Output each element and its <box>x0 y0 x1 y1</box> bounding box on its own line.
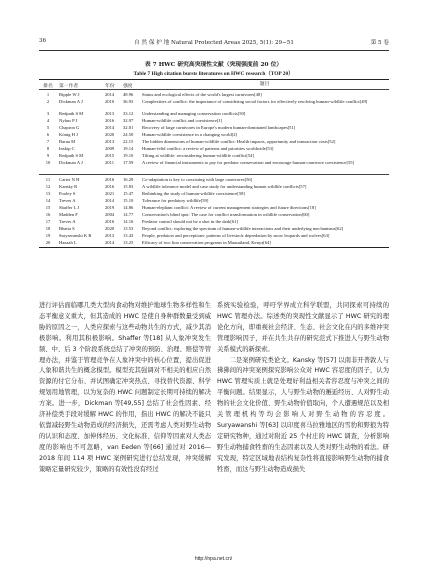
table-cell-year: 2013 <box>105 138 115 144</box>
table-cell-author: Ripple W J <box>59 91 80 97</box>
table-cell-title: Tilting at wildlife: reconsidering human-wildlife conflict[54] <box>142 152 254 158</box>
table-cell-rank: 10 <box>45 159 51 165</box>
table-cell-year: 2019 <box>105 205 115 210</box>
table-cell-rank: 8 <box>46 145 50 151</box>
column-header-strength: 强度 <box>123 83 133 89</box>
table-cell-rank: 1 <box>46 91 50 97</box>
table-cell-title: Rethinking the study of human-wildlife coexistence[58] <box>142 191 245 196</box>
table-cell-title: A wildlife tolerance model and case study for understanding human wildlife conflicts[57] <box>142 184 307 189</box>
page-number: 36 <box>39 38 47 44</box>
footer-url: http://npa.net.cn/ <box>194 556 233 562</box>
table-cell-author: Madden F <box>59 212 78 217</box>
column-header-author: 第一作者 <box>59 83 79 89</box>
table-cell-title: Human-felid conflict: a review of patterns and priorities worldwide[53] <box>142 145 274 151</box>
table-cell-strength: 16.29 <box>123 177 134 182</box>
table-cell-rank: 17 <box>45 219 51 224</box>
table-cell-strength: 22.15 <box>123 138 134 144</box>
table-cell-rank: 16 <box>45 212 51 217</box>
table-cell-year: 2021 <box>105 191 115 196</box>
body-column-left <box>39 301 211 476</box>
table-cell-title: Efficacy of two lion conservation programs in Maasailand, Kenya[64] <box>142 240 271 245</box>
running-header <box>39 38 389 48</box>
table-cell-title: Human-wildlife coexistence in a changing world[2] <box>142 131 238 137</box>
table-cell-rank: 13 <box>45 191 51 196</box>
table-cell-title: Human-wildlife conflict and coexistence[1] <box>142 117 223 123</box>
table-cell-title: People, predators and perceptions: patterns of livestock depredation by snow leopards and wolves[63] <box>142 233 330 238</box>
table-cell-author: Bhatia S <box>59 226 75 231</box>
table-cell-title: Tolerance for predatory wildlife[59] <box>142 198 209 203</box>
table-cell-year: 2016 <box>105 117 115 123</box>
table-title-cn: 表 7 HWC 研究高突现性文献（突现强度前 20 位） <box>144 62 283 68</box>
table-cell-author: Shaffer L J <box>59 205 80 210</box>
table-cell-rank: 19 <box>45 233 51 238</box>
table-cell-rank: 18 <box>45 226 51 231</box>
table-cell-rank: 14 <box>45 198 51 203</box>
table-cell-strength: 36.93 <box>123 98 134 104</box>
table-cell-year: 2020 <box>105 131 115 137</box>
volume-label: 第 5 卷 <box>370 40 389 46</box>
table-cell-author: Suryawanshi K R <box>59 233 92 238</box>
table-cell-author: Inskip C <box>59 145 75 151</box>
table-cell-title: Co-adaptation is key to coexisting with large carnivores[56] <box>142 177 253 182</box>
table-cell-rank: 4 <box>46 117 50 123</box>
table-cell-year: 2004 <box>105 212 115 217</box>
table-cell-author: Barua M <box>59 138 76 144</box>
table-cell-strength: 14.16 <box>123 219 134 224</box>
table-cell-rank: 12 <box>45 184 51 189</box>
table-cell-rank: 9 <box>46 152 50 158</box>
body-paragraph: 进行评估面临哪几类大型肉食动物对维护地球生物多样性和生态平衡意义重大，但其造成的 HWC 是使自身种群数量受到威胁的原因之一，人类应探索与这些动物共生的方式，减少其消极影响。利用其积极影响。Shaffer 等[18] 从人象冲突发生频、中、后 3 个阶段系统总结了冲突的预防、治理、赔偿等管理办法，并鉴于管理竞争在人象冲突中的核心位置，提出促进人象和谐共生的概念模型。模型充其强调对不相关的相应自然资源的付它分布、并试图确定冲突热点、寻找替代资源、科学规划用地管理，以为复杂的 HWC 问题制定长期可持续的解决方案。进一步，Dickman 等[49,55] 总结了社会性因素、经济补偿类手段对缓解 HWC 的作用，指出 HWC 的解决不能只依靠减轻野生动物造成的经济损失，还需考虑人类对野生动物的认识和态度、加伸体经历、文化标准、信仰等因素对人类态度的影响也不可忽略，van Eeden 等[66] 通过对 2016—2018 年间 114 项 HWC 案例研究进行总结发现，冲突缓解策略定量研究较少，策略的有效性没有经过 <box>39 302 211 473</box>
table-title-en: Table 7 High citation bursts literatures on HWC research（TOP 20） <box>133 71 294 77</box>
table-cell-year: 2015 <box>105 152 115 158</box>
table-cell-title: Beyond conflict: exploring the spectrum of human-wildlife interactions and their underlying mechanisms[62] <box>142 226 344 231</box>
table-cell-strength: 13.43 <box>123 233 134 238</box>
table-cell-title: Complexities of conflict: the importance of considering social factors for effectively resolving human-wildlife conflict[49] <box>142 98 368 104</box>
table-cell-title: Conservation's blind spot: The case for conflict transformation in wildlife conservation[60] <box>142 212 310 217</box>
table-cell-year: 2020 <box>105 226 115 231</box>
table-cell-strength: 14.77 <box>123 212 134 217</box>
table-cell-year: 2016 <box>105 219 115 224</box>
table-cell-strength: 33.12 <box>123 110 134 116</box>
table-cell-author: Chapron G <box>59 124 80 130</box>
body-column-right <box>217 301 389 476</box>
table-cell-rank: 2 <box>46 98 50 104</box>
table-cell-rank: 3 <box>46 110 50 116</box>
table-cell-year: 2014 <box>105 198 115 203</box>
table-top-rule <box>39 79 389 80</box>
table-cell-title: A review of financial instruments to pay for predator conservation and encourage human-carnivore coexistence[55] <box>142 159 355 165</box>
table-cell-year: 2013 <box>105 233 115 238</box>
table-cell-year: 2011 <box>105 159 115 165</box>
table-cell-title: Status and ecological effects of the world's largest carnivores[48] <box>142 91 262 97</box>
body-paragraph: 系统实验检验，呼吁学界成立科学联盟，共同探索可持续的 HWC 管理办法。综述类的突现性文献显示了 HWC 研究的理论化方向，即重视社会经济、生态、社会文化在内的多维冲突管理影响因子，并在共生共存的研究范式下推进人与野生动物关系模式的新探索。 <box>217 302 389 353</box>
table-cell-author: Nyhus P J <box>59 117 78 123</box>
column-header-rank: 排名 <box>43 83 53 89</box>
table-cell-strength: 48.96 <box>123 91 134 97</box>
table-cell-title: Understanding and managing conservation conflicts[50] <box>142 110 246 116</box>
table-cell-author: Redpath S M <box>59 110 84 116</box>
table-cell-year: 2016 <box>105 184 115 189</box>
table-cell-rank: 20 <box>45 240 51 245</box>
table-cell-author: Carter N H <box>59 177 80 182</box>
table-cell-year: 2009 <box>105 145 115 151</box>
table-group-rule <box>39 174 389 175</box>
table-cell-author: Treves A <box>59 198 76 203</box>
table-cell-author: Hazzah L <box>59 240 77 245</box>
table-cell-rank: 11 <box>45 177 51 182</box>
table-cell-year: 2014 <box>105 91 115 97</box>
table-cell-author: Kansky R <box>59 184 78 189</box>
column-header-year: 年份 <box>105 83 115 89</box>
table-cell-strength: 24.50 <box>123 131 134 137</box>
table-header-rule <box>39 89 389 90</box>
body-paragraph: 二是案例研究类论文。Kansky 等[57] 以南非开普敦人与狒狒间的冲突案例探究影响公众对 HWC 容忍度的因子，认为 HWC 管理实质上就是处理好利益相关者容忍度与冲突之间的平衡问题。结果显示，人与野生动物的邂逅经历、人对野生动物的社会文化价值、野生动物价值取向，个人遭遇规范以及相关管理机构等均会影响人对野生动物的容忍度。Suryawanshi 等[63] 以印度喜马拉雅地区的雪豹和野狼为特定研究物种，通过对附近 25 个村庄的 HWC 调查，分析影响野生动物捕食牲畜的生态因素以及人类对野生动物的看法。研究发现，特定区域地表结构复杂性将直接影响野生动物的捕食牲畜，而这与野生动物造成损失 <box>217 356 389 473</box>
journal-citation: 自 然 保 护 地 Natural Protected Areas 2025, 5(1): 29−51 <box>134 40 294 46</box>
table-cell-strength: 32.97 <box>123 117 134 123</box>
table-cell-strength: 13.25 <box>123 240 134 245</box>
column-header-title: 题目 <box>259 81 270 87</box>
table-cell-rank: 6 <box>46 131 50 137</box>
table-cell-strength: 19.10 <box>123 152 134 158</box>
table-cell-year: 2016 <box>105 177 115 182</box>
table-cell-author: Redpath S M <box>59 152 84 158</box>
table-cell-rank: 5 <box>46 124 50 130</box>
table-bottom-rule <box>39 247 389 248</box>
table-cell-title: Human-elephant conflict: A review of current management strategies and future directions[18] <box>142 205 316 210</box>
table-cell-title: Recovery of large carnivores in Europe's modern human-dominated landscapes[51] <box>142 124 296 130</box>
table-cell-strength: 32.01 <box>123 124 134 130</box>
table-cell-strength: 19.14 <box>123 145 134 151</box>
table-cell-author: König H J <box>59 131 78 137</box>
table-cell-title: The hidden dimensions of human-wildlife conflict: Health impacts, opportunity and transaction costs[52] <box>142 138 336 144</box>
table-cell-author: Treves A <box>59 219 76 224</box>
table-cell-rank: 7 <box>46 138 50 144</box>
table-cell-author: Dickman A J <box>59 159 83 165</box>
table-cell-title: Predator control should not be a shot in the dark[61] <box>142 219 239 224</box>
table-cell-strength: 15.10 <box>123 198 134 203</box>
table-cell-year: 2013 <box>105 110 115 116</box>
table-cell-year: 2010 <box>105 98 115 104</box>
table-cell-strength: 15.47 <box>123 191 134 196</box>
table-cell-rank: 15 <box>45 205 51 210</box>
table-cell-strength: 14.86 <box>123 205 134 210</box>
table-cell-author: Dickman A J <box>59 98 83 104</box>
header-divider <box>39 50 389 51</box>
table-cell-strength: 17.59 <box>123 159 134 165</box>
table-cell-strength: 13.53 <box>123 226 134 231</box>
table-cell-strength: 15.83 <box>123 184 134 189</box>
table-cell-author: Pooley S <box>59 191 76 196</box>
table-cell-year: 2014 <box>105 124 115 130</box>
table-cell-year: 2014 <box>105 240 115 245</box>
